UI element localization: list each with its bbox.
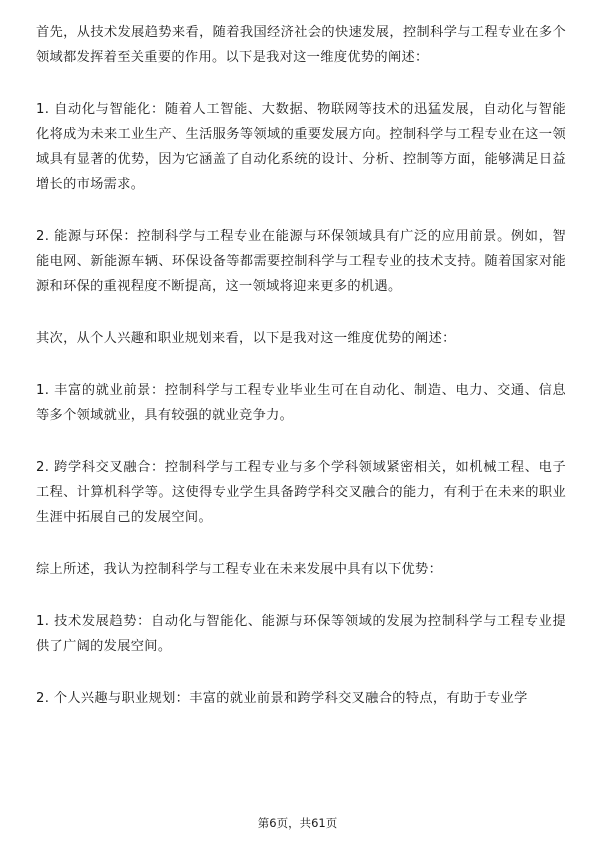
paragraph-interdisciplinary: 2. 跨学科交叉融合：控制科学与工程专业与多个学科领域紧密相关，如机械工程、电子工程、计算机科学等。这使得专业学生具备跨学科交叉融合的能力，有利于在未来的职业生涯中拓展自己的发展空间。: [36, 460, 566, 525]
paragraph-summary-intro: 综上所述，我认为控制科学与工程专业在未来发展中具有以下优势：: [36, 562, 443, 577]
paragraph-intro-tech-trend: 首先，从技术发展趋势来看，随着我国经济社会的快速发展，控制科学与工程专业在多个领域都发挥着至关重要的作用。以下是我对这一维度优势的阐述：: [36, 25, 566, 65]
paragraph-automation-intelligence: 1. 自动化与智能化：随着人工智能、大数据、物联网等技术的迅猛发展，自动化与智能化将成为未来工业生产、生活服务等领域的重要发展方向。控制科学与工程专业在这一领域具有显著的优势，因为它涵盖了自动化系统的设计、分析、控制等方面，能够满足日益增长的市场需求。: [36, 102, 566, 192]
document-body: [36, 20, 566, 711]
paragraph-employment-prospects: 1. 丰富的就业前景：控制科学与工程专业毕业生可在自动化、制造、电力、交通、信息等多个领域就业，具有较强的就业竞争力。: [36, 383, 566, 423]
paragraph-summary-personal-interest: 2. 个人兴趣与职业规划：丰富的就业前景和跨学科交叉融合的特点，有助于专业学: [36, 691, 528, 706]
page-number-footer: 第6页，共61页: [257, 816, 338, 830]
paragraph-energy-environment: 2. 能源与环保：控制科学与工程专业在能源与环保领域具有广泛的应用前景。例如，智能电网、新能源车辆、环保设备等都需要控制科学与工程专业的技术支持。随着国家对能源和环保的重视程度不断提高，这一领域将迎来更多的机遇。: [36, 229, 566, 294]
paragraph-intro-personal-interest: 其次，从个人兴趣和职业规划来看，以下是我对这一维度优势的阐述：: [36, 331, 456, 346]
paragraph-summary-tech-trend: 1. 技术发展趋势：自动化与智能化、能源与环保等领域的发展为控制科学与工程专业提供了广阔的发展空间。: [36, 614, 566, 654]
